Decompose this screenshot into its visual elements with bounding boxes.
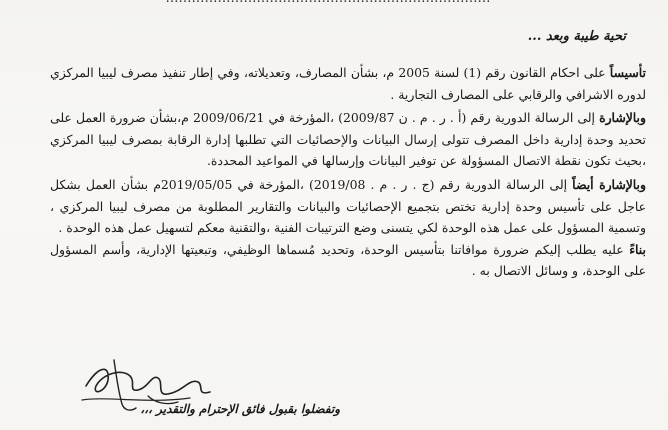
paragraph-lead: وبالإشارة: [599, 110, 646, 126]
paragraph-reference-1: [50, 107, 646, 172]
letter-body: [50, 62, 646, 282]
paragraph-request: [50, 239, 646, 282]
paragraph-basis: [50, 62, 646, 105]
header-fragment: [138, 0, 518, 5]
paragraph-lead: تأسيساً: [609, 65, 646, 80]
closing-line: وتفضلوا بقبول فائق الإحترام والتقدير ،،،: [140, 402, 340, 416]
paragraph-text: إلى الرسالة الدورية رقم (أ . ر . م . ن 2009/87) ،المؤرخة في 2009/06/21 م،بشأن ضرورة العمل على تحديد وحدة إدارية داخل المصرف تتولى إرسال البيانات والإحصائيات التي تطلبها إدارة الرقابة بمصرف ليبيا المركزي ،بحيث تكون نقطة الاتصال المسؤولة عن توفير البيانات وإرسالها في المواعيد المحددة.: [50, 110, 646, 169]
paragraph-reference-2: [50, 174, 646, 239]
greeting: تحية طيبة وبعد ...: [527, 29, 626, 44]
paragraph-text: على احكام القانون رقم (1) لسنة 2005 م، بشأن المصارف، وتعديلاته، وفي إطار تنفيذ مصرف ليبيا المركزي لدوره الاشرافي والرقابي على المصارف التجارية .: [50, 65, 646, 102]
paragraph-text: عليه يطلب إليكم ضرورة موافاتنا بتأسيس الوحدة، وتحديد مُسماها الوظيفي، وتبعيتها الإدارية، وأسم المسؤول على الوحدة، و وسائل الاتصال به .: [50, 241, 646, 279]
paragraph-lead: وبالإشارة أيضاً: [572, 176, 646, 192]
paragraph-text: إلى الرسالة الدورية رقم (ج . ر . م . 2019/08) ،المؤرخة في 2019/05/05م بشأن العمل بشكل عاجل على تأسيس وحدة إدارية تختص بتجميع الإحصائيات والبيانات والتقارير المطلوبة من مصرف ليبيا المركزي ، وتسمية المسؤول على عمل هذه الوحدة لكي يتسنى وضع الترتيبات الفنية ،والتقنية معكم لتسهيل عمل هذه الوحدة .: [50, 176, 646, 236]
paragraph-lead: بناءً: [629, 241, 646, 257]
